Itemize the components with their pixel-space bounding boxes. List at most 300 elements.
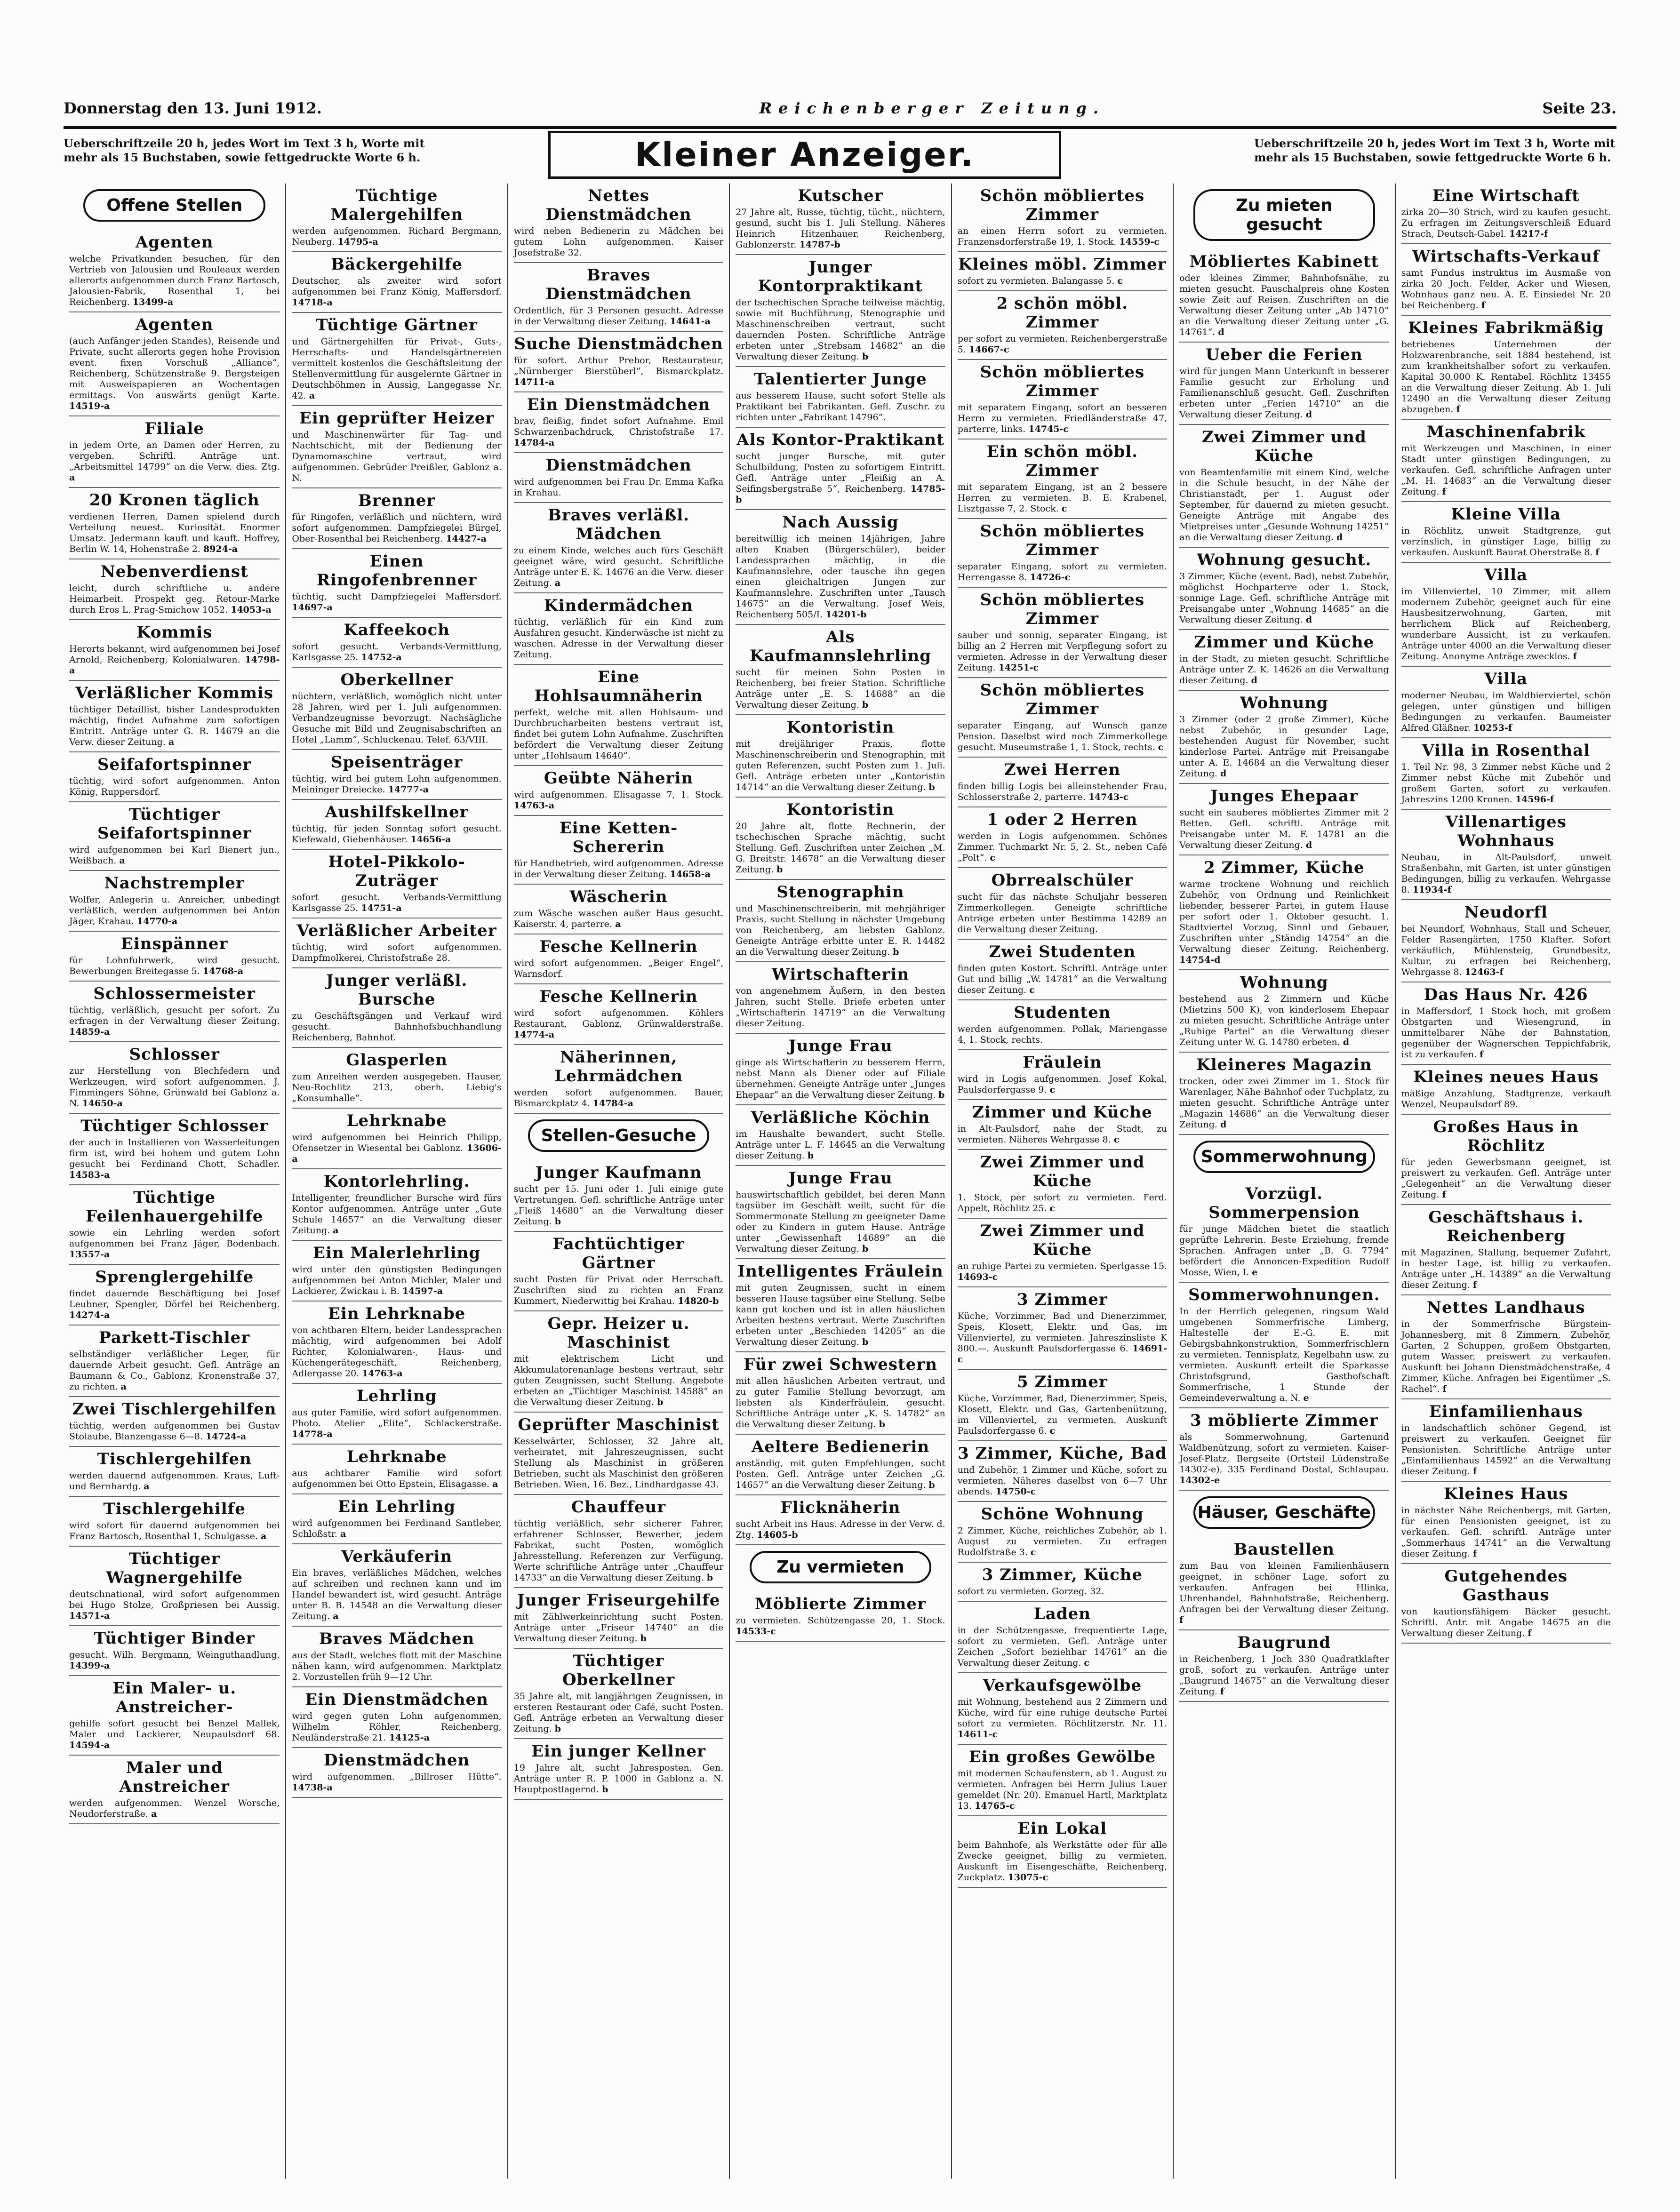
ad-body: für Lohnfuhrwerk, wird gesucht. Bewerbungen Breitegasse 5. <box>69 955 280 976</box>
page-header <box>64 94 1616 122</box>
ad-heading: Junger Friseurgehilfe <box>517 1591 720 1610</box>
ad-heading: Ein Malerlehrling <box>313 1244 481 1262</box>
ad-body: für Handbetrieb, wird aufgenommen. Adresse in der Verwaltung dieser Zeitung. <box>513 858 724 879</box>
ad-body: mit separatem Eingang, ist an 2 bessere Herren zu vermieten. B. E. Krabenel, Lisztgasse 7, 2. Stock. <box>957 482 1168 514</box>
ad-heading: Dienstmädchen <box>324 1751 470 1770</box>
ad-code: 14559-c <box>1119 237 1160 247</box>
classified-ad <box>69 681 280 752</box>
ad-body: von Beamtenfamilie mit einem Kind, welche in die Schule besucht, in der Nähe der Christianstadt, per 1. August oder September, für dauernd zu mieten gesucht. Geneigte Anträge mit Angabe des Mietpreises unter „Gesunde Wohnung 14251“ an die Verwaltung dieser Zeitung. <box>1179 467 1389 543</box>
ad-heading: Tischlergehilfen <box>97 1450 252 1469</box>
ad-body: zur Herstellung von Blechfedern und Werkzeugen, wird sofort aufgenommen. J. Fimmingers Söhne, Grünwald bei Gablonz a. N. <box>69 1066 280 1109</box>
ad-text <box>69 1589 280 1621</box>
ad-text <box>292 591 501 613</box>
ad-heading: 1 oder 2 Herren <box>987 810 1138 829</box>
classified-ad <box>514 1045 723 1114</box>
ad-text <box>958 1768 1167 1812</box>
ad-code: 14718-a <box>292 297 333 308</box>
ad-body: zu vermieten. Schützengasse 20, 1. Stock. <box>736 1615 945 1626</box>
ad-body: von angenehmem Äußern, in den besten Jahren, sucht Stelle. Briefe erbeten unter „Wirtschafterin 14719“ an die Verwaltung dieser Zeitung. <box>736 986 945 1029</box>
ad-body: tüchtig, wird sofort aufgenommen. Anton König, Ruppersdorf. <box>69 776 280 797</box>
ad-body: Kesselwärter, Schlosser, 32 Jahre alt, verheiratet, mit Jahreszeugnissen, sucht Stellung als Maschinist in größeren Betrieben, sucht als Maschinist den größeren Betrieben. Wien, 16. Bez., Lindhardgasse 43. <box>513 1436 724 1490</box>
ad-text <box>514 545 723 589</box>
ad-code: c <box>1061 503 1067 514</box>
ad-code: b <box>928 782 935 792</box>
ad-text <box>736 1057 945 1101</box>
classified-ad <box>292 1384 501 1445</box>
ad-body: mit Magazinen, Stallung, bequemer Zufahrt, in bester Lage, ist billig zu verkaufen. Anträge unter „H. 14389“ an die Verwaltung dieser Zeitung. <box>1401 1247 1611 1290</box>
ad-body: von kautionsfähigem Bäcker gesucht. Schriftl. Antr. mit Angabe 14675 an die Verwaltung dieser Zeitung. <box>1401 1606 1611 1638</box>
ad-heading: Gepr. Heizer u. Maschinist <box>547 1314 690 1352</box>
classified-ad <box>1401 502 1611 563</box>
ad-text <box>736 451 945 505</box>
ad-body: sucht junger Bursche, mit guter Schulbildung, Posten zu sofortigem Eintritt. Gefl. Anträge unter „Fleißig an A. Seifingsbergstraße 5“, Reichenberg. <box>736 451 945 494</box>
ad-code: e <box>1303 1393 1309 1403</box>
ad-text <box>736 1190 945 1254</box>
ad-body: 27 Jahre alt, Russe, tüchtig, tücht., nüchtern, gesund, sucht bis 1. Juli Stellung. Näheres Heinrich Hitzenhauer, Reichenberg, Gablonzerstr. <box>736 207 945 250</box>
ad-text <box>1401 526 1611 558</box>
ad-body: in der Sommerfrische Bürgstein-Johannesberg, mit 8 Zimmern, Zubehör, Garten, 2 Schuppen, großem Obstgarten, gutem Wasser, preiswert zu verkaufen. Auskunft bei Johann Dienstmädchenstraße, 4 Zimmer, Küche. Anfragen bei Eigentümer „S. Rachel“. <box>1401 1319 1611 1394</box>
ad-heading: 3 Zimmer, Küche, Bad <box>958 1444 1167 1463</box>
ad-body: sowie ein Lehrling werden sofort aufgenommen bei Franz Jäger, Bodenbach. <box>69 1228 280 1249</box>
ad-code: b <box>938 1090 945 1100</box>
ad-body: wird aufgenommen bei Heinrich Philipp, Ofensetzer in Wiesental bei Gablonz. <box>292 1132 502 1153</box>
ad-code: 14724-a <box>205 1431 247 1442</box>
classified-ad <box>69 1114 280 1185</box>
ad-code: 14774-a <box>513 1030 555 1040</box>
ad-body: Wolfer, Anlegerin u. Anreicher, unbedingt verläßlich, werden aufgenommen bei Anton Jäger, Krahau. <box>69 894 280 926</box>
ad-heading: Geschäftshaus i. Reichenberg <box>1428 1208 1584 1246</box>
ad-text <box>736 1519 945 1541</box>
ad-heading: Einen Ringofenbrenner <box>316 552 477 590</box>
ad-text <box>1401 1006 1611 1060</box>
ad-heading: Zimmer und Küche <box>1194 633 1375 652</box>
column-3 <box>507 184 729 2179</box>
ad-code: b <box>776 864 783 875</box>
ad-body: wird unter den günstigsten Bedingungen aufgenommen bei Anton Michler, Maler und Lackierer, Zwickau i. B. <box>292 1264 502 1296</box>
ad-body: an ruhige Partei zu vermieten. Sperlgasse 15. <box>957 1261 1168 1271</box>
ad-text <box>1401 1423 1611 1477</box>
ad-text <box>292 1071 501 1104</box>
ad-code: f <box>1442 1190 1446 1200</box>
ad-code: 14594-a <box>69 1740 110 1750</box>
ad-body: In der Herrlich gelegenen, ringsum Wald umgebenen Sommerfrische Limberg, Haltestelle der E.-G. E. mit Gebirgsbahnkonstruktion, Sommerfrischlern zu vermieten. Tennisplatz, Kegelbahn usw. zu vermieten. Auskunft erteilt die Sparkasse Christofsgrund, Gasthofschaft Sommerfrische, 1 Stunde der Gemeindeverwaltung a. N. <box>1179 1306 1389 1403</box>
classified-ad <box>1401 244 1611 316</box>
ad-body: aus guter Familie, wird sofort aufgenommen. Photo. Atelier „Elite“, Schlackerstraße. <box>292 1407 502 1429</box>
classified-ad <box>958 1150 1167 1219</box>
column-2 <box>285 184 507 2179</box>
ad-body: und Maschinenschreiberin, mit mehrjähriger Praxis, sucht Stellung in nächster Umgebung von Reichenberg, am liebsten Gablonz. Geneigte Anträge erbitte unter E. R. 14482 an die Verwaltung dieser Zeitung. <box>736 903 945 957</box>
ad-code: 14596-f <box>1515 794 1554 805</box>
issue-date: Donnerstag den 13. Juni 1912. <box>64 99 322 117</box>
ad-text <box>292 774 501 795</box>
ad-body: 3 Zimmer (oder 2 große Zimmer), Küche nebst Zubehör, in gesunder Lage, bestehenden August für November, sucht kinderlose Partei. Anträge mit Preisangabe unter A. E. 14684 an die Verwaltung dieser Zeitung. <box>1179 714 1389 779</box>
ad-body: in nächster Nähe Reichenbergs, mit Garten, für einen Pensionisten geeignet, ist zu verkaufen. Gefl. schriftl. Anträge unter „Sommerhaus 14741“ an die Verwaltung dieser Zeitung. <box>1401 1505 1611 1559</box>
classified-ad <box>1179 1537 1389 1630</box>
ad-text <box>292 1711 501 1743</box>
ad-heading: Junger Kontorpraktikant <box>758 258 923 295</box>
ad-heading: Junge Frau <box>788 1037 893 1055</box>
ad-code: a <box>261 1531 267 1541</box>
ad-text <box>958 1074 1167 1095</box>
ad-body: in Alt-Paulsdorf, nahe der Stadt, zu vermieten. Näheres Wehrgasse 8. <box>957 1124 1168 1145</box>
ad-text <box>958 334 1167 355</box>
classified-ad <box>69 559 280 620</box>
classified-ad <box>514 1160 723 1232</box>
ad-body: 20 Jahre alt, flotte Rechnerin, der tschechischen Sprache mächtig, sucht Stellung. Gefl. Zuschriften unter Zeichen „M. G. Breitstr. 14678“ an die Verwaltung dieser Zeitung. <box>736 821 945 875</box>
classified-ad <box>1401 667 1611 738</box>
ad-heading: 3 möblierte Zimmer <box>1190 1411 1378 1430</box>
ad-code: 14768-a <box>202 966 244 976</box>
ad-text <box>958 1625 1167 1669</box>
ad-text <box>292 276 501 308</box>
ad-body: 1. Stock, per sofort zu vermieten. Ferd. Appelt, Röchlitz 25. <box>957 1192 1168 1214</box>
ad-body: oder kleines Zimmer, Bahnhofsnähe, zu mieten gesucht. Pauschalpreis ohne Kosten sowie Zeit auf Reisen. Zuschriften an die Verwaltung dieser Zeitung unter „Ab 14710“ an die Verwaltung dieser Zeitung unter „G. 14761“. <box>1179 273 1389 337</box>
ad-text <box>292 1325 501 1379</box>
ad-code: 13075-c <box>1008 1872 1048 1883</box>
classified-ad <box>1401 1065 1611 1115</box>
ad-body: sauber und sonnig, separater Eingang, ist billig an 2 Herren mit Verpflegung sofort zu vermieten. Adresse in der Verwaltung dieser Zeitung. <box>957 630 1168 673</box>
ad-text <box>292 512 501 544</box>
ad-code: b <box>928 1480 935 1490</box>
ad-text <box>292 823 501 845</box>
ad-body: leicht, durch schriftliche u. andere Heimarbeit. Prospekt geg. Retour-Marke durch Eros L. Prag-Smichow 1052. <box>69 583 280 615</box>
ad-body: für jeden Gewerbsmann geeignet, ist preiswert zu verkaufen. Gefl. Anträge unter „Gelegenheit“ an die Verwaltung dieser Zeitung. <box>1401 1157 1611 1200</box>
ad-body: bereitwillig ich meinen 14jährigen, Jahre alten Knaben (Bürgerschüler), beider Landessprachen mächtig, in die Kaufmannslehre, oder tausche ihn gegen einen gleichaltrigen Jungen zur Kaufmannslehre. Zuschriften unter „Tausch 14675“ an die Verwaltung. Josef Weis, Reichenberg 505/I. <box>736 534 945 620</box>
ad-heading: Kaffeekoch <box>344 621 450 639</box>
ad-body: werden aufgenommen. Wenzel Worsche, Neudorferstraße. <box>69 1798 280 1819</box>
ad-text <box>1401 268 1611 311</box>
ad-body: sofort zu vermieten. Balangasse 5. <box>957 276 1118 286</box>
ad-body: selbständiger verläßlicher Leger, für dauernde Arbeit gesucht. Gefl. Anträge an Baumann & Co., Gablonz, Kronenstraße 37, zu richten. <box>69 1349 280 1392</box>
ad-heading: Lehrknabe <box>346 1111 447 1130</box>
classified-ad <box>958 1745 1167 1816</box>
classified-ad <box>958 439 1167 519</box>
ad-body: für Ringofen, verläßlich und nüchtern, wird sofort aufgenommen. Dampfziegelei Bürgel, Ober-Rosenthal bei Reichenberg. <box>292 512 502 544</box>
classified-ad <box>1401 1205 1611 1295</box>
classified-ad <box>69 752 280 802</box>
ad-code: 14795-a <box>337 237 378 247</box>
ad-text <box>69 776 280 798</box>
classified-ad <box>958 868 1167 940</box>
ad-text <box>958 831 1167 863</box>
ad-text <box>958 226 1167 248</box>
ad-body: Herorts bekannt, wird aufgenommen bei Josef Arnold, Reichenberg, Kolonialwaren. <box>69 644 280 665</box>
ad-body: Küche, Vorzimmer, Bad, Dienerzimmer, Speis, Klosett, Elektr. und Gas, Gartenbenützung, im Villenviertel, zu vermieten. Auskunft Paulsdorfergasse 6. <box>957 1393 1168 1436</box>
classified-ad <box>1179 1053 1389 1135</box>
ad-heading: Wirtschafts-Verkauf <box>1412 247 1600 266</box>
ad-body: wird aufgenommen. „Billroser Hütte“. <box>292 1772 502 1782</box>
classified-ad <box>292 488 501 549</box>
ad-code: b <box>879 1419 885 1429</box>
ad-code: 14743-c <box>1088 792 1129 802</box>
ad-code: d <box>1336 532 1343 543</box>
ad-body: Neubau, in Alt-Paulsdorf, unweit Straßenbahn, mit Garten, ist unter günstigen Bedingungen, billig zu verkaufen. Wehrgasse 8. <box>1401 852 1611 895</box>
ad-heading: Dienstmädchen <box>545 456 692 475</box>
ad-body: und Maschinenwärter für Tag- und Nachtschicht, mit der Bedienung der Dynamomaschine vertraut, wird aufgenommen. Gebrüder Preißler, Gablonz a. N. <box>292 430 502 483</box>
ad-text <box>958 1840 1167 1883</box>
classified-ad <box>292 618 501 668</box>
ad-code: c <box>1117 276 1123 286</box>
ad-heading: Tüchtige Feilenhauergehilfe <box>86 1188 264 1226</box>
ad-body: aus achtbarer Familie wird sofort aufgenommen bei Otto Epstein, Elisagasse. <box>292 1468 502 1489</box>
section-heading: Zu vermieten <box>750 1551 931 1583</box>
ad-heading: Vorzügl. Sommerpension <box>1208 1184 1360 1222</box>
ad-heading: Flicknäherin <box>780 1498 901 1517</box>
ad-heading: Villa <box>1484 566 1528 584</box>
ad-body: als Sommerwohnung, Gartenund Waldbenützung, sofort zu vermieten. Kaiser-Josef-Platz, Bergseite (Ortsteil Lüdenstraße 14302-e), 335 Ferdinand Dostal, Schlaupau. <box>1179 1432 1389 1475</box>
ad-code: b <box>807 1150 814 1161</box>
ad-body: in der Schützengasse, frequentierte Lage, sofort zu vermieten. Gefl. Anträge unter Zeichen „Sofort beziehbar 14761“ an die Verwaltung dieser Zeitung. <box>957 1625 1168 1668</box>
ad-code: 13557-a <box>69 1249 110 1260</box>
ad-body: 1. Teil Nr. 98, 3 Zimmer nebst Küche und 2 Zimmer nebst Küche mit Zubehör und großem Garten, sofort zu verkaufen. Jahreszins 1200 Kronen. <box>1401 762 1611 805</box>
classified-ad <box>1179 784 1389 855</box>
ad-body: trocken, oder zwei Zimmer im 1. Stock für Warenlager, Nähe Bahnhof oder Tuchplatz, zu mieten gesucht. Schriftliche Anträge unter „Magazin 14686“ an die Verwaltung dieser Zeitung. <box>1179 1076 1389 1130</box>
ad-code: 14777-a <box>388 784 429 795</box>
ad-heading: Bäckergehilfe <box>331 255 463 274</box>
ad-heading: Sommerwohnungen. <box>1188 1286 1380 1304</box>
ad-body: wird neben Bedienerin zu Mädchen bei gutem Lohn aufgenommen. Kaiser Josefstraße 32. <box>513 226 724 258</box>
newspaper-page <box>64 94 1616 2188</box>
ad-text <box>958 1192 1167 1214</box>
ad-heading: Fräulein <box>1023 1053 1102 1072</box>
classified-ad <box>69 416 280 488</box>
classified-ad <box>958 184 1167 252</box>
ad-code: b <box>640 1633 647 1644</box>
classified-ad <box>736 1435 945 1495</box>
ad-heading: Kleines Haus <box>1444 1485 1568 1503</box>
ad-text <box>736 207 945 250</box>
ad-body: werden aufgenommen. Pollak, Mariengasse 4, 1. Stock, rechts. <box>957 1024 1168 1045</box>
ad-code: a <box>340 1529 346 1539</box>
ad-body: Deutscher, als zweiter wird sofort aufgenommen bei Franz König, Maffersdorf. <box>292 276 502 297</box>
ad-body: anständig, mit guten Empfehlungen, sucht Posten. Gefl. Anträge unter Zeichen „G. 14657“ an die Verwaltung dieser Zeitung. <box>736 1458 945 1490</box>
ad-heading: Aushilfskellner <box>325 803 469 822</box>
ad-text <box>958 276 1167 287</box>
ad-body: moderner Neubau, im Waldbierviertel, schön gelegen, unter günstigen und billigen Bedingungen zu verkaufen. Baumeister Alfred Gläßner. <box>1401 690 1611 733</box>
ad-code: 8924-a <box>203 544 238 554</box>
ad-text <box>958 1261 1167 1283</box>
classified-ad <box>69 1397 280 1447</box>
classified-ad <box>958 1602 1167 1673</box>
ad-body: samt Fundus instruktus im Ausmaße von zirka 20 Joch. Felder, Acker und Wiesen, Wohnhaus ganz neu. A. E. Einsiedel Nr. 20 bei Reichenberg. <box>1401 268 1611 311</box>
ad-body: sofort gesucht. Verbands-Vermittlung, Karlsgasse 25. <box>292 641 502 663</box>
classified-ad <box>958 1502 1167 1563</box>
ad-text <box>514 1184 723 1227</box>
ad-heading: Verkäuferin <box>341 1547 453 1566</box>
classified-ad <box>292 252 501 313</box>
ad-body: bei Neundorf, Wohnhaus, Stall und Scheuer, Felder Rasengärten, 1750 Klafter. Sofort verkäuflich, Mühlensteig, Grundbesitz, Kultur, zu erfragen bei Reichenberg, Wehrgasse 8. <box>1401 924 1611 977</box>
ad-code: f <box>1473 1466 1477 1477</box>
ad-text <box>1401 443 1611 497</box>
ad-text <box>292 691 501 745</box>
classified-ad <box>292 1048 501 1109</box>
ad-heading: 2 schön möbl. Zimmer <box>996 294 1128 332</box>
section-heading: Stellen-Gesuche <box>528 1119 709 1152</box>
ad-body: Ordentlich, für 3 Personen gesucht. Adresse in der Verwaltung dieser Zeitung. <box>513 305 724 327</box>
classified-ad <box>514 1588 723 1649</box>
classified-ad <box>958 360 1167 439</box>
ad-text <box>1401 1505 1611 1559</box>
ad-heading: Als Kaufmannslehrling <box>749 628 931 665</box>
ad-body: hauswirtschaftlich gebildet, bei deren Mann tagsüber im Geschäft weilt, sucht für die Sommermonate Stellung zu geeigneter Dame oder zu Kindern in gutem Hause. Anträge unter „Gewissenhaft 14689“ an die Verwaltung dieser Zeitung. <box>736 1190 945 1254</box>
ad-body: tüchtig, sucht Dampfziegelei Maffersdorf. <box>292 591 502 602</box>
ad-body: für sofort. Arthur Prebor, Restaurateur, „Nürnberger Bierstüberl“, Bismarckplatz. <box>513 355 724 376</box>
ad-text <box>736 1376 945 1430</box>
ad-text <box>958 630 1167 673</box>
ad-heading: Möbliertes Kabinett <box>1189 252 1379 271</box>
ad-code: 14738-a <box>292 1782 333 1793</box>
ad-text <box>958 1525 1167 1558</box>
ad-heading: Einfamilienhaus <box>1429 1402 1583 1421</box>
classified-ad <box>514 392 723 453</box>
classified-ad <box>736 1259 945 1352</box>
ad-heading: Suche Dienstmädchen <box>514 335 723 353</box>
classified-ad <box>736 1592 945 1642</box>
ad-text <box>514 416 723 448</box>
ad-heading: Verläßlicher Kommis <box>75 684 274 703</box>
ad-text <box>292 226 501 248</box>
ad-heading: Seifafortspinner <box>97 755 252 774</box>
ad-text <box>1401 762 1611 805</box>
classified-ad <box>1179 855 1389 970</box>
ad-heading: Tüchtiger Schlosser <box>80 1117 269 1135</box>
classified-ad <box>958 252 1167 291</box>
ad-body: zum Wäsche waschen außer Haus gesucht. Kaiserstr. 4, parterre. <box>513 908 724 929</box>
ad-code: 12463-f <box>1464 967 1504 977</box>
ad-code: f <box>1595 547 1600 558</box>
ad-heading: Villa <box>1484 670 1528 688</box>
ad-code: 13499-a <box>132 297 174 307</box>
ad-code: 14787-b <box>799 240 840 250</box>
classified-ad <box>958 1000 1167 1050</box>
ad-body: mit guten Zeugnissen, sucht in einem besseren Hause tagsüber eine Stellung. Selbe kann gut kochen und ist in allen häuslichen Arbeiten bestens vertraut. Werte Zuschriften erbeten unter „Beschieden 14205“ an die Verwaltung dieser Zeitung. <box>736 1283 945 1347</box>
ad-heading: Speisenträger <box>330 753 463 772</box>
ad-code: 14597-a <box>402 1286 443 1296</box>
ad-body: wird aufgenommen bei Ferdinand Santleber, Schloßstr. <box>292 1518 502 1539</box>
ad-heading: Verläßlicher Arbeiter <box>296 921 497 940</box>
ad-code: b <box>657 1397 664 1407</box>
ad-body: tüchtig, wird sofort aufgenommen. Dampfmolkerei, Christofstraße 28. <box>292 942 502 963</box>
ad-text <box>514 1691 723 1734</box>
ad-heading: Kutscher <box>798 186 883 205</box>
ad-code: 14571-a <box>69 1611 110 1621</box>
ad-code: d <box>1343 1037 1350 1047</box>
column-4 <box>729 184 951 2179</box>
ad-code: f <box>1481 300 1485 311</box>
ad-text <box>1179 994 1389 1048</box>
ad-code: 14763-a <box>513 800 555 811</box>
ad-heading: Braves Dienstmädchen <box>545 266 692 303</box>
ad-body: gehilfe sofort gesucht bei Benzel Mallek, Maler und Lackierer, Neupaulsdorf 68. <box>69 1718 280 1740</box>
ad-code: d <box>1305 840 1312 850</box>
classified-ad <box>1401 563 1611 667</box>
ad-code: c <box>1049 1203 1056 1214</box>
ad-heading: Nach Aussig <box>782 513 899 532</box>
ad-code: f <box>1442 1384 1447 1394</box>
classified-ad <box>736 715 945 798</box>
ad-body: im Haushalte bewandert, sucht Stelle. Anträge unter L. F. 14645 an die Verwaltung dieser Zeitung. <box>736 1129 945 1161</box>
ad-text <box>292 1772 501 1793</box>
ad-body: tüchtiger Detaillist, bisher Landesprodukten mächtig, findet Aufnahme zum sofortigen Eintritt. Anträge unter G. R. 14679 an die Verw. dieser Zeitung. <box>69 704 280 747</box>
classified-ad <box>292 1445 501 1494</box>
ad-heading: Junge Frau <box>788 1169 893 1188</box>
classified-ad <box>69 1497 280 1547</box>
ad-text <box>69 1288 280 1321</box>
ad-text <box>958 781 1167 803</box>
ad-body: mit modernen Schaufenstern, ab 1. August zu vermieten. Anfragen bei Herrn Julius Lauer gemeldet (Nr. 20). Emanuel Hartl, Marktplatz 13. <box>957 1768 1168 1811</box>
ad-body: finden billig Logis bei alleinstehender Frau, Schlosserstraße 2, parterre. <box>957 781 1168 802</box>
classified-ad <box>736 184 945 255</box>
ad-code: e <box>1252 1267 1258 1278</box>
ad-heading: Einspänner <box>120 934 228 953</box>
ad-text <box>69 254 280 308</box>
ad-code: a <box>168 737 175 747</box>
ad-code: 14658-a <box>670 869 711 879</box>
ad-body: Intelligenter, freundlicher Bursche wird fürs Kontor aufgenommen. Anträge unter „Gute Schule 14657“ an die Verwaltung dieser Zeitung. <box>292 1193 502 1236</box>
ad-text <box>69 511 280 555</box>
column-7 <box>1395 184 1616 2179</box>
page-number: Seite 23. <box>1542 99 1616 117</box>
ad-code: a <box>69 472 75 483</box>
ad-heading: Zwei Zimmer und Küche <box>1201 428 1367 465</box>
ad-code: 14697-a <box>292 602 333 613</box>
ad-text <box>1179 571 1389 625</box>
ad-body: 35 Jahre alt, mit langjährigen Zeugnissen, in ersteren Restaurant oder Café, sucht Posten. Gefl. Anträge erbeten an Verwaltung dieser Zeitung. <box>513 1691 724 1734</box>
ad-heading: Villa in Rosenthal <box>1422 741 1591 760</box>
classified-ad <box>958 1816 1167 1888</box>
ad-text <box>958 561 1167 583</box>
ad-body: werden in Logis aufgenommen. Schönes Zimmer. Tuchmarkt Nr. 5, 2. St., neben Café „Polt“. <box>957 831 1168 863</box>
classified-ad <box>958 291 1167 360</box>
ad-heading: 2 Zimmer, Küche <box>1204 858 1365 877</box>
ad-text <box>69 704 280 748</box>
ad-body: von achtbaren Eltern, beider Landessprachen mächtig, wird aufgenommen bei Adolf Richter, Kolonialwaren-, Haus- und Küchengerätegeschäft, Reichenberg, Adlergasse 20. <box>292 1325 502 1379</box>
ad-heading: Verläßliche Köchin <box>751 1108 930 1127</box>
ad-code: 14859-a <box>69 1027 110 1037</box>
ad-heading: Filiale <box>144 419 204 438</box>
ad-heading: Oberkellner <box>340 671 453 689</box>
ad-code: 14650-a <box>82 1098 123 1109</box>
ad-text <box>514 617 723 660</box>
ad-code: f <box>1456 404 1460 415</box>
ad-heading: Ein Lehrling <box>338 1497 456 1516</box>
classified-ad <box>514 885 723 934</box>
ad-text <box>1179 654 1389 686</box>
ad-body: tüchtig, wird bei gutem Lohn aufgenommen. Meininger Dreiecke. <box>292 774 502 795</box>
ad-code: b <box>862 1244 869 1254</box>
ad-text <box>514 1763 723 1795</box>
ad-body: sucht per 15. Juni oder 1. Juli einige gute Vertretungen. Gefl. schriftliche Anträge unter „Fleiß 14680“ an die Verwaltung dieser Zeitung. <box>513 1184 724 1227</box>
classified-ad <box>1179 691 1389 784</box>
ad-heading: Geprüfter Maschinist <box>518 1415 720 1434</box>
ad-code: d <box>1305 615 1312 625</box>
ad-heading: Tüchtiger Oberkellner <box>562 1652 675 1689</box>
ad-text <box>1179 1306 1389 1404</box>
ad-body: wird für jungen Mann Unterkunft in besserer Familie gesucht zur Erholung und Familienanschluß gesucht. Gefl. Zuschriften erbeten unter „Ferien 14710“ an die Verwaltung dieser Zeitung. <box>1179 366 1389 420</box>
classified-ad <box>1401 1399 1611 1482</box>
ad-heading: Baustellen <box>1233 1540 1335 1559</box>
ad-body: zirka 20—30 Strich, wird zu kaufen gesucht. Zu erfragen im Zeitungsverschleiß Eduard Strach, Deutsch-Gabel. <box>1401 207 1611 239</box>
classified-ad <box>69 982 280 1042</box>
ad-heading: Kleines Fabrikmäßig <box>1408 319 1604 337</box>
classified-ad <box>292 1169 501 1241</box>
ad-code: 14750-c <box>995 1486 1036 1497</box>
classified-ad <box>69 620 280 681</box>
ad-text <box>1179 1224 1389 1278</box>
ad-code: c <box>1030 1547 1036 1557</box>
ad-text <box>958 1586 1167 1597</box>
ad-heading: Braves Mädchen <box>319 1629 475 1648</box>
